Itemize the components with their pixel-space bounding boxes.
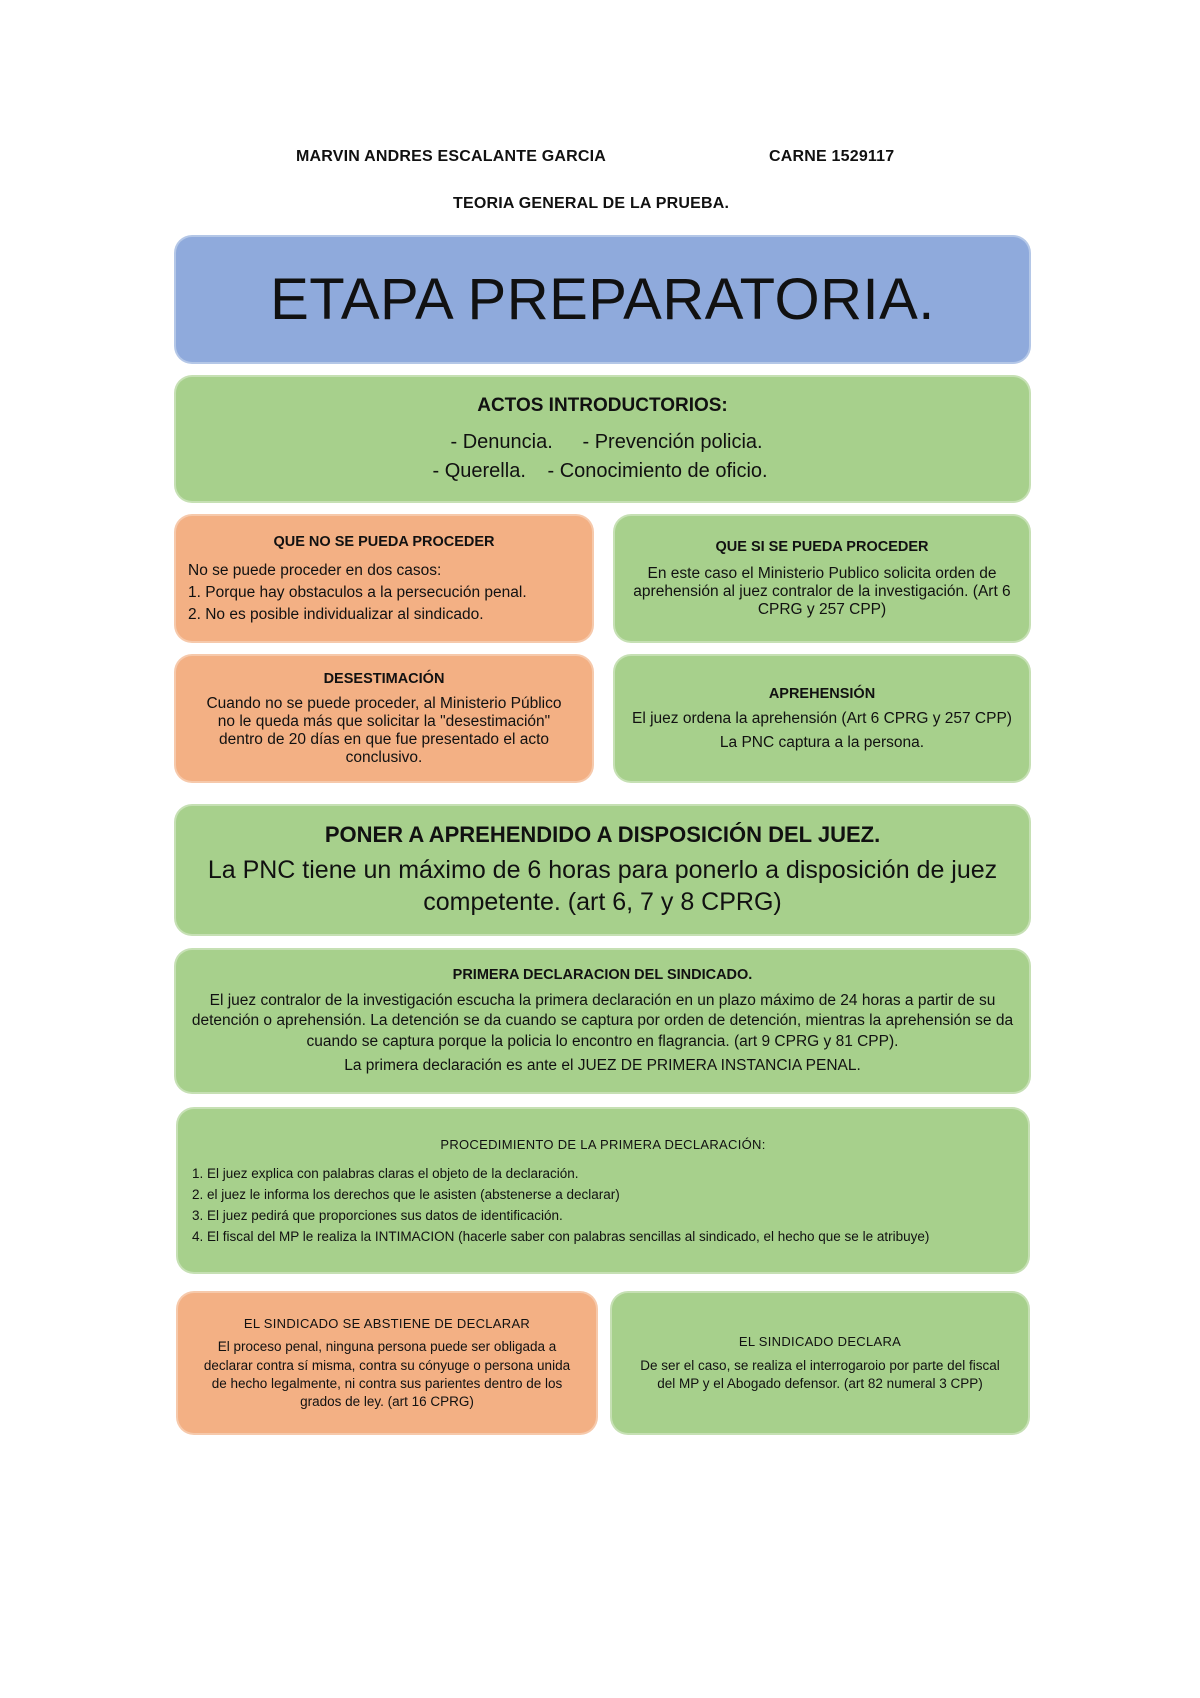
procedimiento-item: 4. El fiscal del MP le realiza la INTIMACION (hacerle saber con palabras sencillas al sindicado, el hecho que se le atribuye) [192, 1229, 930, 1244]
si-proceder-title: QUE SI SE PUEDA PROCEDER [715, 538, 929, 555]
actos-conocimiento: - Conocimiento de oficio. [547, 460, 768, 482]
actos-introductorios-box [176, 377, 1029, 501]
actos-denuncia: - Denuncia. [450, 431, 553, 453]
abstiene-body: El proceso penal, ninguna persona puede ser obligada a declarar contra sí misma, contra su cónyuge o persona unida de hecho legalmente, ni contra sus parientes dentro de los grados de ley. (art 16 CPRG) [203, 1339, 571, 1409]
no-proceder-line: 1. Porque hay obstaculos a la persecución penal. [188, 583, 527, 601]
aprehension-line: La PNC captura a la persona. [719, 733, 925, 751]
etapa-banner [176, 237, 1029, 362]
no-proceder-line: 2. No es posible individualizar al sindicado. [188, 605, 484, 623]
procedimiento-item: 2. el juez le informa los derechos que le asisten (abstenerse a declarar) [192, 1187, 620, 1202]
si-proceder-box [615, 516, 1029, 641]
primera-note: La primera declaración es ante el JUEZ DE PRIMERA INSTANCIA PENAL. [344, 1057, 861, 1075]
desestimacion-box [176, 656, 592, 781]
poner-title: PONER A APREHENDIDO A DISPOSICIÓN DEL JUEZ. [324, 822, 881, 847]
actos-row-2 [176, 460, 1029, 483]
desestimacion-title: DESESTIMACIÓN [323, 670, 445, 687]
abstiene-title: EL SINDICADO SE ABSTIENE DE DECLARAR [243, 1315, 531, 1331]
abstiene-box [178, 1293, 596, 1433]
si-proceder-body: En este caso el Ministerio Publico solicita orden de aprehensión al juez contralor de la investigación. (Art 6 CPRG y 257 CPP) [633, 564, 1011, 618]
actos-prevencion: - Prevención policia. [582, 431, 763, 453]
poner-disposicion-box [176, 806, 1029, 934]
declara-body: De ser el caso, se realiza el interrogaroio por parte del fiscal del MP y el Abogado defensor. (art 82 numeral 3 CPP) [640, 1357, 1000, 1391]
actos-title: ACTOS INTRODUCTORIOS: [477, 395, 728, 416]
aprehension-line: El juez ordena la aprehensión (Art 6 CPRG y 257 CPP) [632, 709, 1012, 727]
declara-title: EL SINDICADO DECLARA [738, 1334, 902, 1349]
declara-box [612, 1293, 1028, 1433]
actos-row-1 [176, 431, 1029, 454]
subject-title: TEORIA GENERAL DE LA PRUEBA. [453, 195, 730, 212]
procedimiento-box [178, 1109, 1028, 1272]
poner-body: La PNC tiene un máximo de 6 horas para ponerlo a disposición de juez competente. (art 6, 7 y 8 CPRG) [207, 856, 998, 916]
procedimiento-item: 3. El juez pedirá que proporciones sus datos de identificación. [192, 1208, 563, 1223]
primera-title: PRIMERA DECLARACION DEL SINDICADO. [452, 966, 753, 983]
aprehension-title: APREHENSIÓN [768, 685, 876, 702]
no-proceder-box [176, 516, 592, 641]
actos-querella: - Querella. [432, 460, 526, 482]
primera-body: El juez contralor de la investigación escucha la primera declaración en un plazo máximo de 24 horas a partir de su detención o aprehensión. La detención se da cuando se captura por orden de detención, mientras la aprehensión se da cuando se captura porque la policia lo encontro en flagrancia. (art 9 CPRG y 81 CPP). [191, 991, 1014, 1050]
no-proceder-title: QUE NO SE PUEDA PROCEDER [273, 533, 495, 550]
desestimacion-body: Cuando no se puede proceder, al Ministerio Público no le queda más que solicitar la "desestimación" dentro de 20 días en que fue presentado el acto conclusivo. [206, 694, 562, 766]
procedimiento-item: 1. El juez explica con palabras claras el objeto de la declaración. [192, 1166, 579, 1181]
etapa-title: ETAPA PREPARATORIA. [270, 267, 935, 332]
procedimiento-title: PROCEDIMIENTO DE LA PRIMERA DECLARACIÓN: [440, 1137, 766, 1152]
author-name: MARVIN ANDRES ESCALANTE GARCIA [296, 148, 607, 165]
aprehension-box [615, 656, 1029, 781]
no-proceder-line: No se puede proceder en dos casos: [188, 561, 442, 579]
primera-declaracion-box [176, 950, 1029, 1092]
carne-number: CARNE 1529117 [769, 148, 895, 165]
